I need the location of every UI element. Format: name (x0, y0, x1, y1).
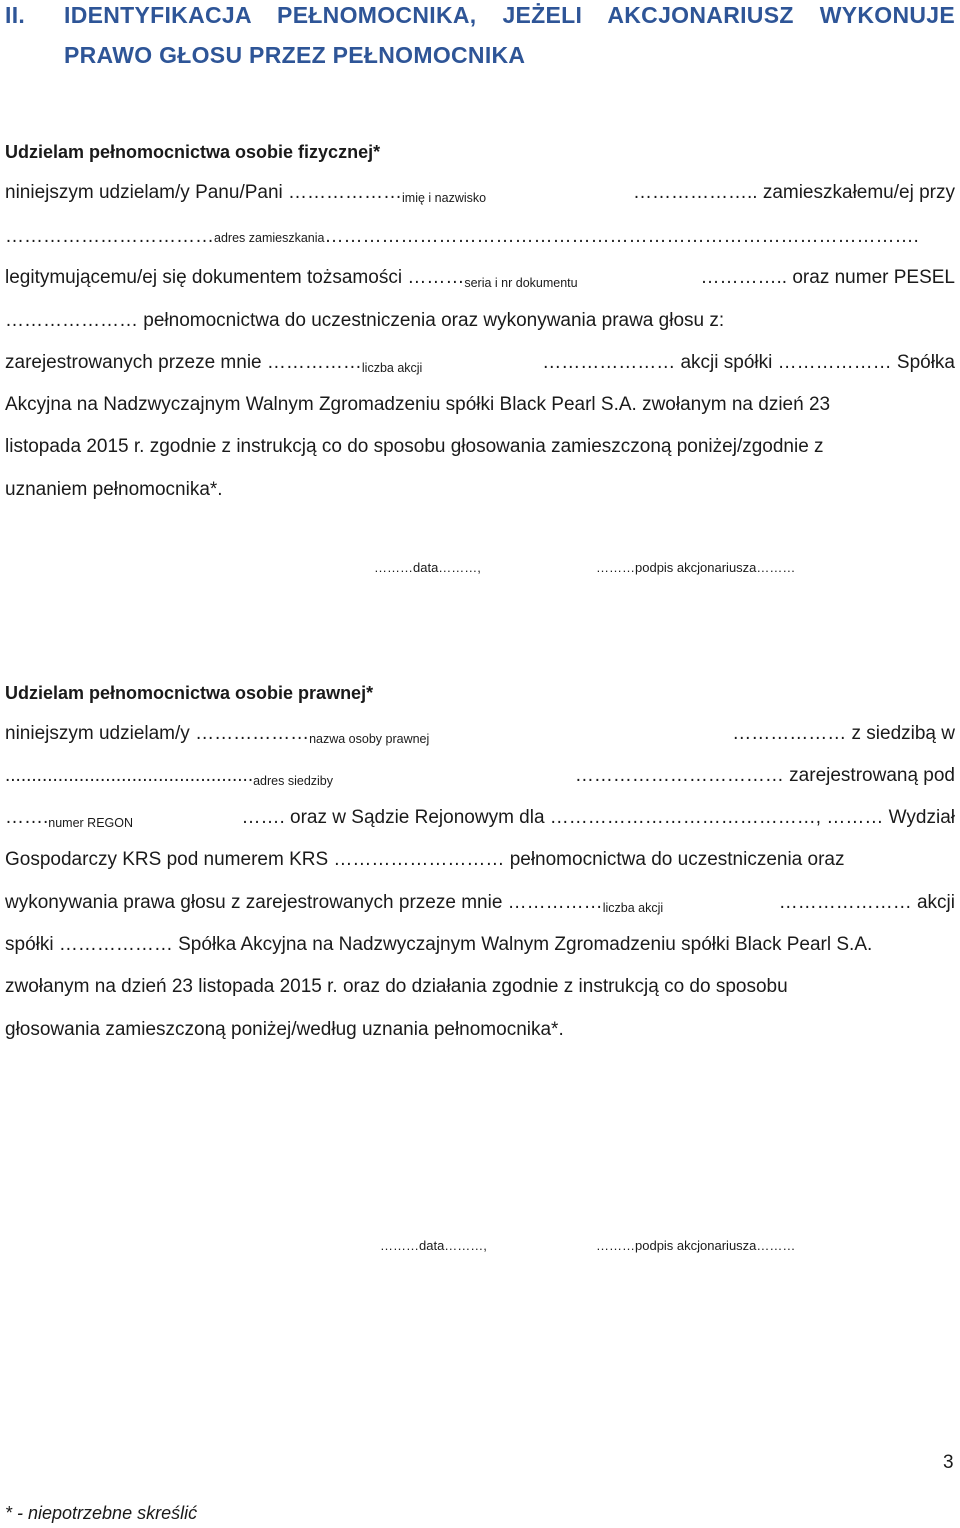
natural-signature-sign: ………podpis akcjonariusza……… (596, 560, 796, 575)
page-number: 3 (943, 1452, 954, 1473)
legal-line-2: $..............................................._{adres siedziby}$ …………………………… zarejestrowaną pod (5, 765, 955, 788)
name-placeholder: imię i nazwisko (402, 191, 487, 205)
legal-shares-count-placeholder: liczba akcji (602, 901, 664, 915)
legal-line-8: głosowania zamieszczoną poniżej/według uznania pełnomocnika*. (5, 1019, 564, 1040)
legal-line-5: wykonywania prawa głosu z zarejestrowanych przeze mnie $\dots\dots\dots\dots\dots_{liczba akcji}$ ………………… akcji (5, 892, 955, 915)
natural-line-7: listopada 2015 r. zgodnie z instrukcją co do sposobu głosowania zamieszczoną poniżej/zgodnie z (5, 436, 824, 457)
regon-placeholder: numer REGON (48, 816, 134, 830)
natural-line-2: …………………………… adres zamieszkania …………………………………………………………………………………. (5, 226, 919, 247)
legal-line-6: spółki ……………… Spółka Akcyjna na Nadzwyczajnym Walnym Zgromadzeniu spółki Black Pearl S.A. (5, 934, 873, 955)
natural-line-8: uznaniem pełnomocnika*. (5, 479, 223, 500)
legal-line-1: niniejszym udzielam/y $\dots\dots\dots\dots\dots\dots_{nazwa osoby prawnej}$ ……………… z siedzibą w (5, 723, 955, 746)
seat-address-placeholder: adres siedziby (253, 774, 334, 788)
legal-person-heading: Udzielam pełnomocnictwa osobie prawnej* (5, 683, 374, 703)
natural-person-heading: Udzielam pełnomocnictwa osobie fizycznej* (5, 142, 381, 162)
natural-line-4: ………………… pełnomocnictwa do uczestniczenia oraz wykonywania prawa głosu z: (5, 310, 725, 331)
natural-line-3: legitymującemu/ej się dokumentem tożsamości $\dots\dots\dots_{seria i nr dokumentu}$ ………….. oraz numer PESEL (5, 267, 955, 290)
legal-line-7: zwołanym na dzień 23 listopada 2015 r. oraz do działania zgodnie z instrukcją co do sposobu (5, 976, 788, 997)
legal-line-4: Gospodarczy KRS pod numerem KRS ……………………… pełnomocnictwa do uczestniczenia oraz (5, 849, 845, 870)
legal-line-3: $\dots\dots._{numer REGON}$ ……. oraz w Sądzie Rejonowym dla ……………………………………, ……… Wydział (5, 807, 955, 830)
natural-line-1: niniejszym udzielam/y Panu/Pani $\dots\dots\dots\dots\dots\dots_{imię i nazwisko}$ ……………….. zamieszkałemu/ej przy (5, 182, 955, 205)
legal-signature-sign: ………podpis akcjonariusza……… (596, 1238, 796, 1253)
footnote: * - niepotrzebne skreślić (5, 1503, 198, 1523)
section-title-line1: IDENTYFIKACJA PEŁNOMOCNIKA, JEŻELI AKCJONARIUSZ WYKONUJE (64, 2, 955, 28)
id-document-placeholder: seria i nr dokumentu (464, 276, 578, 290)
legal-signature-date: ………data………, (380, 1238, 487, 1253)
section-title-line2: PRAWO GŁOSU PRZEZ PEŁNOMOCNIKA (64, 42, 526, 68)
natural-signature-date: ………data………, (374, 560, 481, 575)
section-number: II. (5, 2, 26, 28)
address-placeholder: adres zamieszkania (214, 231, 325, 245)
natural-line-5: zarejestrowanych przeze mnie $\dots\dots\dots\dots\dots_{liczba akcji}$ ………………… akcji spółki ……………… Spółka (5, 352, 955, 375)
entity-name-placeholder: nazwa osoby prawnej (309, 732, 430, 746)
shares-count-placeholder: liczba akcji (361, 361, 423, 375)
natural-line-6: Akcyjna na Nadzwyczajnym Walnym Zgromadzeniu spółki Black Pearl S.A. zwołanym na dzień 23 (5, 394, 831, 415)
